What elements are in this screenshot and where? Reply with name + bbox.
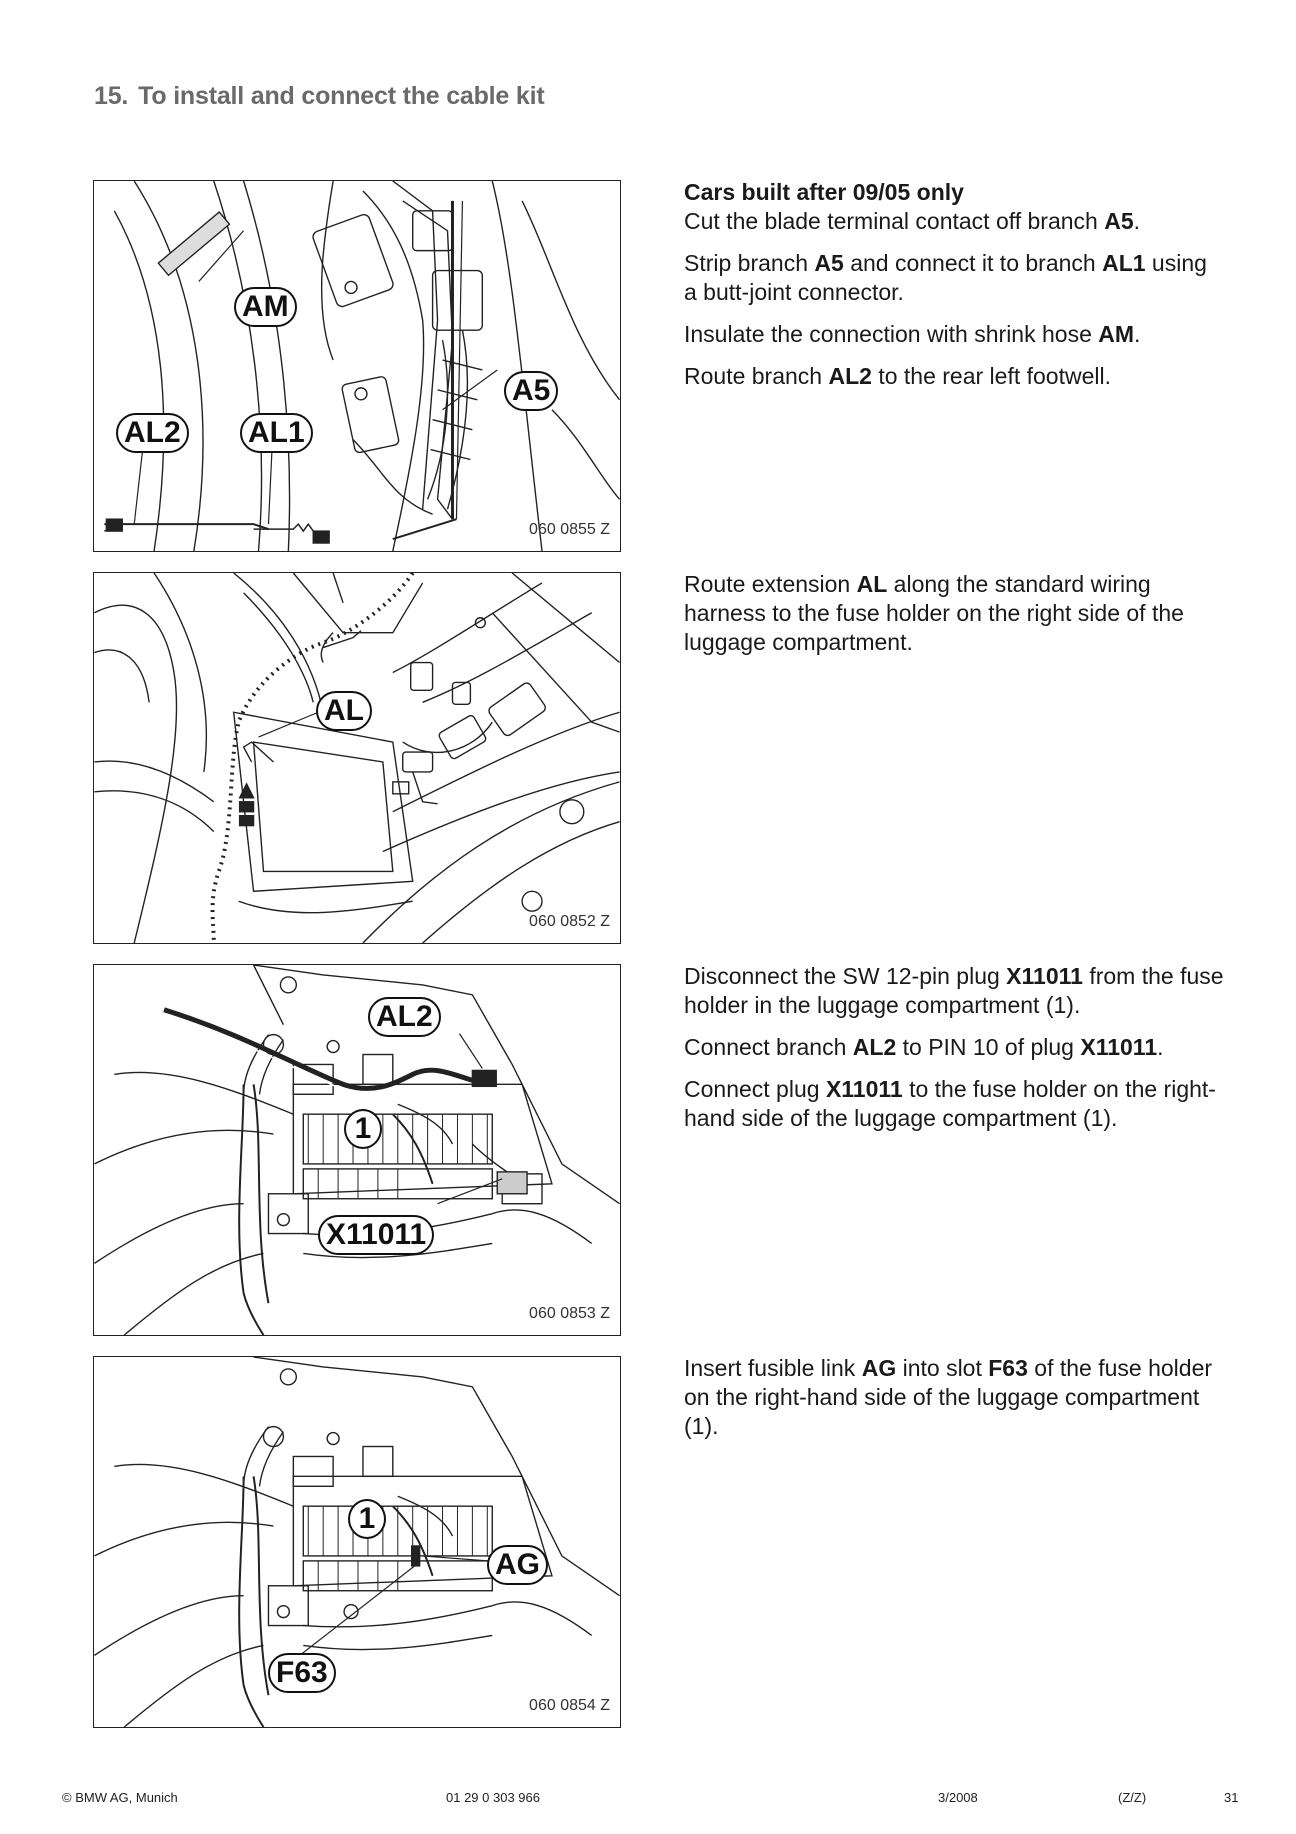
- page-title: [94, 82, 544, 111]
- figure-3-drawing: [94, 965, 620, 1335]
- step-1-para-2: Strip branch A5 and connect it to branch AL1 using a butt-joint connector.: [684, 250, 1207, 305]
- figure-2-drawing: [94, 573, 620, 943]
- callout-f63: F63: [268, 1653, 336, 1693]
- section-number: 15.: [94, 82, 129, 110]
- step-3-para-1: Disconnect the SW 12-pin plug X11011 from the fuse holder in the luggage compartment (1).: [684, 963, 1224, 1018]
- callout-al2: AL2: [368, 997, 441, 1037]
- figure-code: 060 0855 Z: [529, 521, 610, 538]
- step-3-instructions: [684, 962, 1224, 1146]
- callout-x11011: X11011: [318, 1215, 434, 1255]
- figure-4: [93, 1356, 621, 1728]
- callout-al1: AL1: [240, 413, 313, 453]
- figure-code: 060 0854 Z: [529, 1697, 610, 1714]
- page-number: 31: [1224, 1790, 1239, 1805]
- footer-copyright: © BMW AG, Munich: [62, 1790, 178, 1805]
- section-title: To install and connect the cable kit: [138, 82, 545, 110]
- step-2-instructions: [684, 570, 1224, 670]
- step-1-heading: Cars built after 09/05 only: [684, 179, 964, 205]
- footer-doc-number: 01 29 0 303 966: [446, 1790, 540, 1805]
- footer-code: (Z/Z): [1118, 1790, 1147, 1805]
- figure-4-drawing: [94, 1357, 620, 1727]
- figure-2: [93, 572, 621, 944]
- callout-1: 1: [344, 1109, 382, 1149]
- step-2-para-1: Route extension AL along the standard wiring harness to the fuse holder on the right side of the luggage compartment.: [684, 571, 1184, 655]
- figure-3: [93, 964, 621, 1336]
- callout-a5: A5: [504, 371, 558, 411]
- callout-ag: AG: [487, 1545, 548, 1585]
- step-3-para-2: Connect branch AL2 to PIN 10 of plug X11011.: [684, 1034, 1164, 1060]
- step-4-para-1: Insert fusible link AG into slot F63 of the fuse holder on the right-hand side of the luggage compartment (1).: [684, 1355, 1213, 1439]
- step-1-para-4: Route branch AL2 to the rear left footwell.: [684, 363, 1112, 389]
- step-1-instructions: [684, 178, 1224, 404]
- step-3-para-3: Connect plug X11011 to the fuse holder on the right-hand side of the luggage compartment (1).: [684, 1076, 1216, 1131]
- callout-al2: AL2: [116, 413, 189, 453]
- step-4-instructions: [684, 1354, 1224, 1454]
- callout-1: 1: [348, 1499, 386, 1539]
- footer-date: 3/2008: [938, 1790, 978, 1805]
- callout-am: AM: [234, 287, 297, 327]
- figure-1-drawing: [94, 181, 620, 551]
- callout-al: AL: [316, 691, 372, 731]
- figure-1: [93, 180, 621, 552]
- figure-code: 060 0853 Z: [529, 1305, 610, 1322]
- step-1-para-3: Insulate the connection with shrink hose AM.: [684, 321, 1141, 347]
- step-1-para-1: Cut the blade terminal contact off branch A5.: [684, 208, 1141, 234]
- figure-code: 060 0852 Z: [529, 913, 610, 930]
